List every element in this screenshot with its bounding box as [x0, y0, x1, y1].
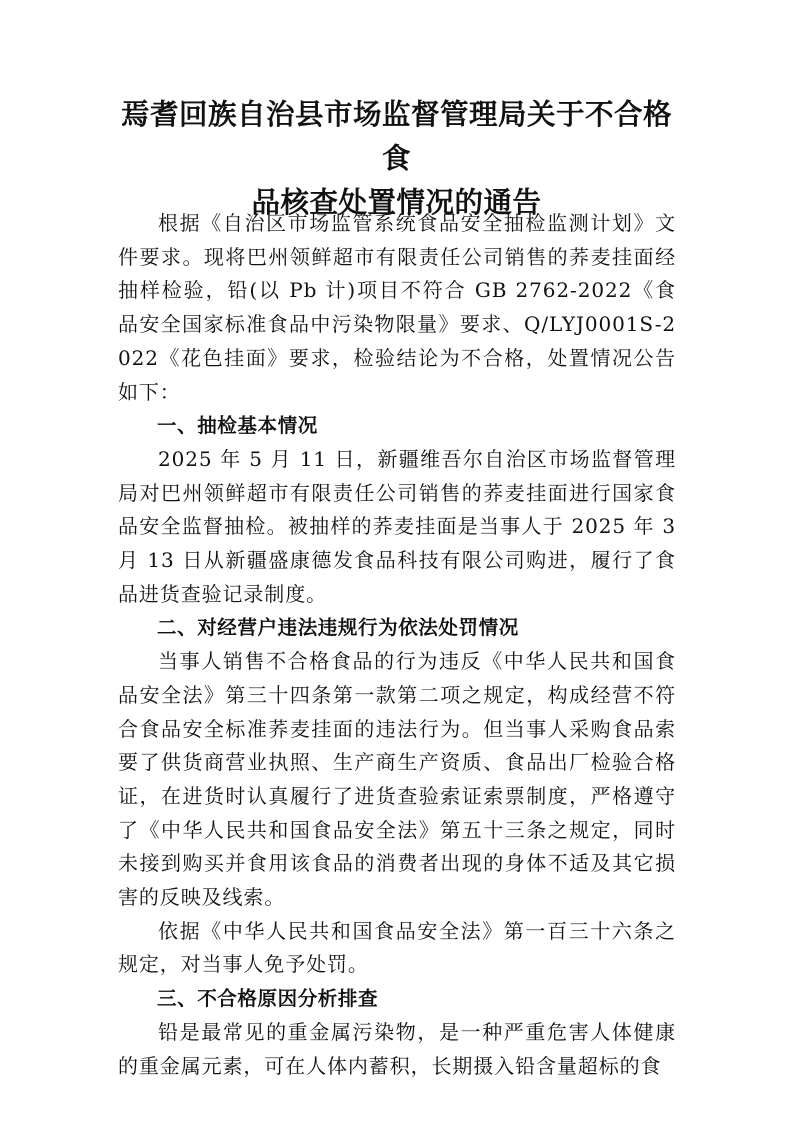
- title-line-1: 焉耆回族自治县市场监督管理局关于不合格食: [120, 97, 672, 175]
- intro-paragraph: 根据《自治区市场监管系统食品安全抽检监测计划》文件要求。现将巴州领鲜超市有限责任公司销售的荞麦挂面经抽样检验，铅(以 Pb 计)项目不符合 GB 2762-2022《食品安全国家标准食品中污染物限量》要求、Q/LYJ0001S-2022《花色挂面》要求，检验结论为不合格，处置情况公告如下：: [118, 211, 676, 404]
- section-2-paragraph-1: 当事人销售不合格食品的行为违反《中华人民共和国食品安全法》第三十四条第一款第二项之规定，构成经营不符合食品安全标准荞麦挂面的违法行为。但当事人采购食品索要了供货商营业执照、生产商生产资质、食品出厂检验合格证，在进货时认真履行了进货查验索证索票制度，严格遵守了《中华人民共和国食品安全法》第五十三条之规定，同时未接到购买并食用该食品的消费者出现的身体不适及其它损害的反映及线索。: [118, 649, 676, 910]
- section-3-heading: 三、不合格原因分析排查: [157, 987, 379, 1011]
- document-title: [110, 92, 683, 224]
- section-2-paragraph-2: 依据《中华人民共和国食品安全法》第一百三十六条之规定，对当事人免予处罚。: [118, 918, 676, 977]
- document-body: [118, 207, 676, 1083]
- section-2-heading: 二、对经营户违法违规行为依法处罚情况: [157, 616, 519, 640]
- section-1-paragraph: 2025 年 5 月 11 日，新疆维吾尔自治区市场监督管理局对巴州领鲜超市有限责任公司销售的荞麦挂面进行国家食品安全监督抽检。被抽样的荞麦挂面是当事人于 2025 年 3 月 13 日从新疆盛康德发食品科技有限公司购进，履行了食品进货查验记录制度。: [118, 446, 676, 606]
- title-line-2: 品核查处置情况的通告: [251, 185, 542, 219]
- section-3-paragraph: 铅是最常见的重金属污染物，是一种严重危害人体健康的重金属元素，可在人体内蓄积，长期摄入铅含量超标的食: [118, 1019, 676, 1078]
- section-1-heading: 一、抽检基本情况: [157, 414, 318, 438]
